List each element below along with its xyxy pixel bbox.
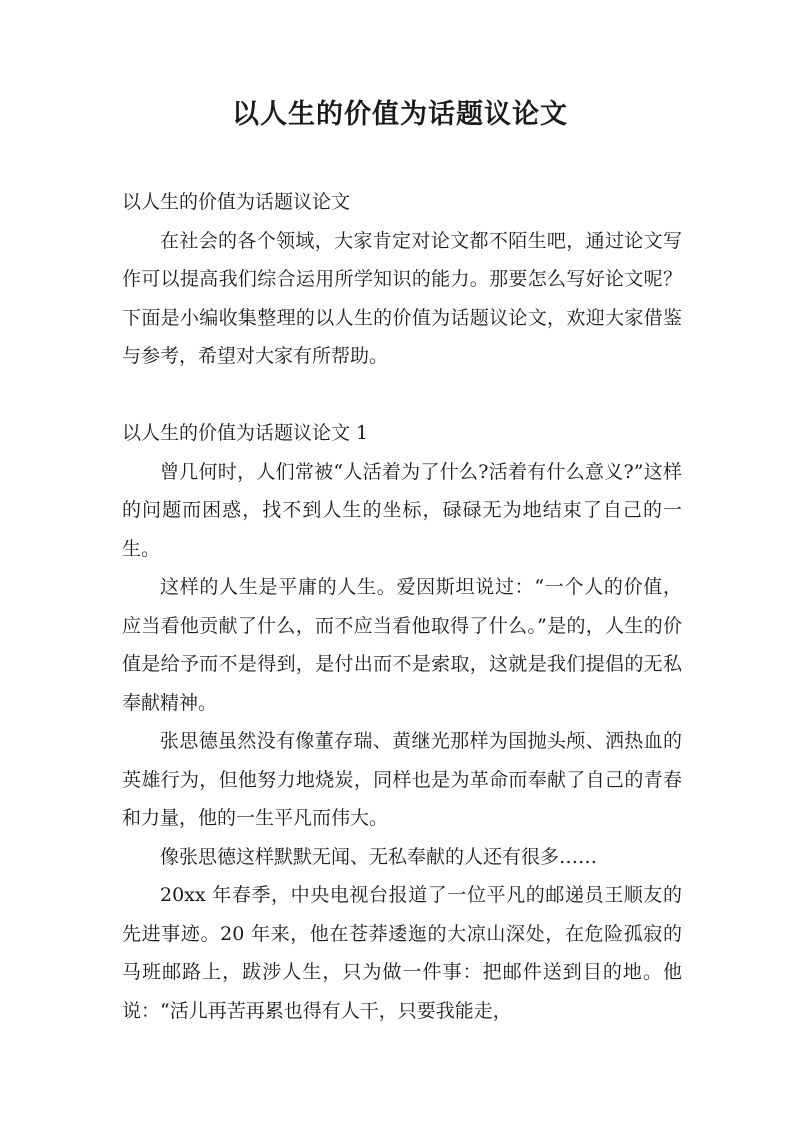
section-heading: 以人生的价值为话题议论文 1 bbox=[122, 422, 369, 444]
document-body bbox=[122, 183, 682, 1030]
body-paragraph: 张思德虽然没有像董存瑞、黄继光那样为国抛头颅、洒热血的英雄行为，但他努力地烧炭，同样也是为革命而奉献了自己的青春和力量，他的一生平凡而伟大。 bbox=[122, 730, 682, 829]
intro-heading: 以人生的价值为话题议论文 bbox=[122, 191, 351, 213]
body-paragraph: 像张思德这样默默无闻、无私奉献的人还有很多…… bbox=[160, 845, 598, 868]
body-paragraph: 曾几何时，人们常被“人活着为了什么?活着有什么意义?”这样的问题而困惑，找不到人生的坐标，碌碌无为地结束了自己的一生。 bbox=[122, 460, 682, 560]
body-paragraph: 20xx 年春季，中央电视台报道了一位平凡的邮递员王顺友的先进事迹。20 年来，他在苍莽逶迤的大凉山深处，在危险孤寂的马班邮路上，跋涉人生，只为做一件事：把邮件送到目的地。他说：“活儿再苦再累也得有人干，只要我能走， bbox=[122, 884, 682, 1022]
paragraph-spacer bbox=[122, 376, 682, 415]
document-title: 以人生的价值为话题议论文 bbox=[232, 99, 568, 130]
intro-paragraph: 在社会的各个领域，大家肯定对论文都不陌生吧，通过论文写作可以提高我们综合运用所学知识的能力。那要怎么写好论文呢？下面是小编收集整理的以人生的价值为话题议论文，欢迎大家借鉴与参考，希望对大家有所帮助。 bbox=[122, 229, 682, 367]
body-paragraph: 这样的人生是平庸的人生。爱因斯坦说过：“一个人的价值，应当看他贡献了什么，而不应当看他取得了什么。”是的，人生的价值是给予而不是得到，是付出而不是索取，这就是我们提倡的无私奉献精神。 bbox=[122, 576, 682, 714]
